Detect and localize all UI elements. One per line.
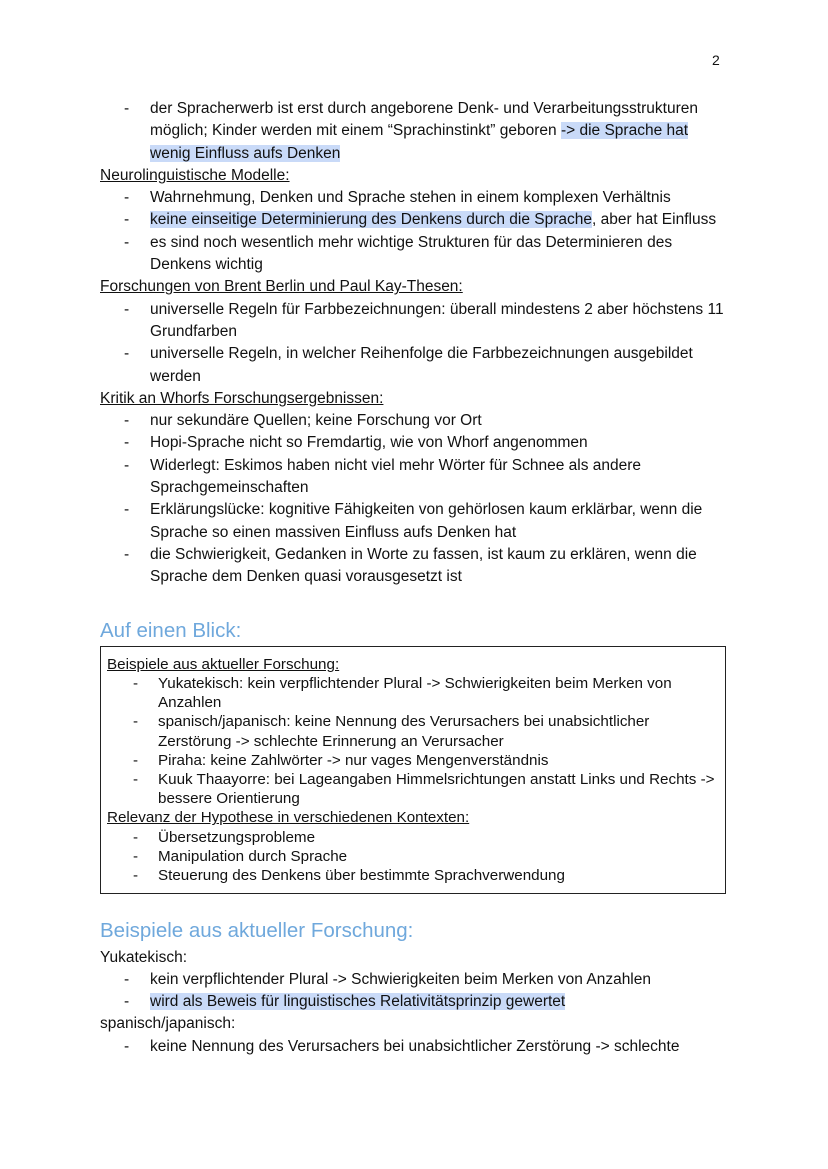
beispiele-title: Beispiele aus aktueller Forschung:: [100, 919, 414, 943]
list-item: [100, 98, 730, 165]
yukatekisch-label: Yukatekisch:: [100, 948, 188, 966]
item-text: es sind noch wesentlich mehr wichtige Strukturen für das Determinieren des Denkens wichtig: [150, 233, 673, 274]
examples-list: [107, 674, 717, 808]
list-item: [100, 209, 730, 231]
top-list: [100, 98, 730, 165]
list-item: - Erklärungslücke: kognitive Fähigkeiten von gehörlosen kaum erklärbar, wenn die Sprache so einen massiven Einfluss aufs Denken hat: [100, 499, 730, 544]
list-item: - Hopi-Sprache nicht so Fremdartig, wie von Whorf angenommen: [100, 432, 730, 454]
highlighted-text: keine einseitige Determinierung des Denkens durch die Sprache: [150, 211, 593, 229]
spanisch-label: spanisch/japanisch:: [100, 1015, 236, 1033]
kritik-list: [100, 410, 730, 588]
list-item: - Kuuk Thaayorre: bei Lageangaben Himmelsrichtungen anstatt Links und Rechts -> bessere Orientierung: [107, 770, 717, 808]
list-item: - universelle Regeln, in welcher Reihenfolge die Farbbezeichnungen ausgebildet werden: [100, 343, 730, 388]
neuro-list: [100, 187, 730, 276]
list-item: - die Schwierigkeit, Gedanken in Worte zu fassen, ist kaum zu erklären, wenn die Sprache dem Denken quasi vorausgesetzt ist: [100, 544, 730, 589]
relevance-heading: Relevanz der Hypothese in verschiedenen Kontexten:: [107, 809, 470, 827]
list-item: - Manipulation durch Sprache: [107, 847, 717, 866]
kritik-heading: Kritik an Whorfs Forschungsergebnissen:: [100, 389, 384, 407]
relevance-list: [107, 828, 717, 886]
yukatekisch-list: [100, 969, 730, 1014]
neuro-heading: Neurolinguistische Modelle:: [100, 166, 290, 184]
list-item: [100, 232, 730, 277]
list-item: [100, 991, 730, 1013]
summary-box: [100, 646, 726, 894]
list-item: - nur sekundäre Quellen; keine Forschung vor Ort: [100, 410, 730, 432]
item-text: , aber hat Einfluss: [592, 211, 717, 229]
document-body: [100, 98, 730, 1058]
blick-title: Auf einen Blick:: [100, 618, 242, 642]
spanisch-list: [100, 1036, 730, 1058]
list-item: - spanisch/japanisch: keine Nennung des Verursachers bei unabsichtlicher Zerstörung -> schlechte Erinnerung an Verursacher: [107, 712, 717, 750]
list-item: - Yukatekisch: kein verpflichtender Plural -> Schwierigkeiten beim Merken von Anzahlen: [107, 674, 717, 712]
list-item: - Piraha: keine Zahlwörter -> nur vages Mengenverständnis: [107, 751, 717, 770]
highlighted-text: -> die Sprache hat wenig Einfluss aufs Denken: [150, 122, 689, 162]
list-item: [100, 187, 730, 209]
berlin-heading: Forschungen von Brent Berlin und Paul Kay-Thesen:: [100, 278, 463, 296]
list-item: - universelle Regeln für Farbbezeichnungen: überall mindestens 2 aber höchstens 11 Grundfarben: [100, 299, 730, 344]
page-number: 2: [712, 52, 720, 68]
list-item: - Widerlegt: Eskimos haben nicht viel mehr Wörter für Schnee als andere Sprachgemeinschaften: [100, 455, 730, 500]
list-item: - keine Nennung des Verursachers bei unabsichtlicher Zerstörung -> schlechte: [100, 1036, 730, 1058]
list-item: - kein verpflichtender Plural -> Schwierigkeiten beim Merken von Anzahlen: [100, 969, 730, 991]
list-item: - Übersetzungsprobleme: [107, 828, 717, 847]
highlighted-text: wird als Beweis für linguistisches Relativitätsprinzip gewertet: [150, 993, 566, 1011]
item-text: Wahrnehmung, Denken und Sprache stehen in einem komplexen Verhältnis: [150, 189, 671, 207]
item-text: der Spracherwerb ist erst durch angeborene Denk- und Verarbeitungsstrukturen möglich; Kinder werden mit einem “Sprachinstinkt” geboren: [150, 100, 698, 140]
examples-heading: Beispiele aus aktueller Forschung:: [107, 655, 340, 673]
berlin-list: [100, 299, 730, 388]
list-item: - Steuerung des Denkens über bestimmte Sprachverwendung: [107, 866, 717, 885]
